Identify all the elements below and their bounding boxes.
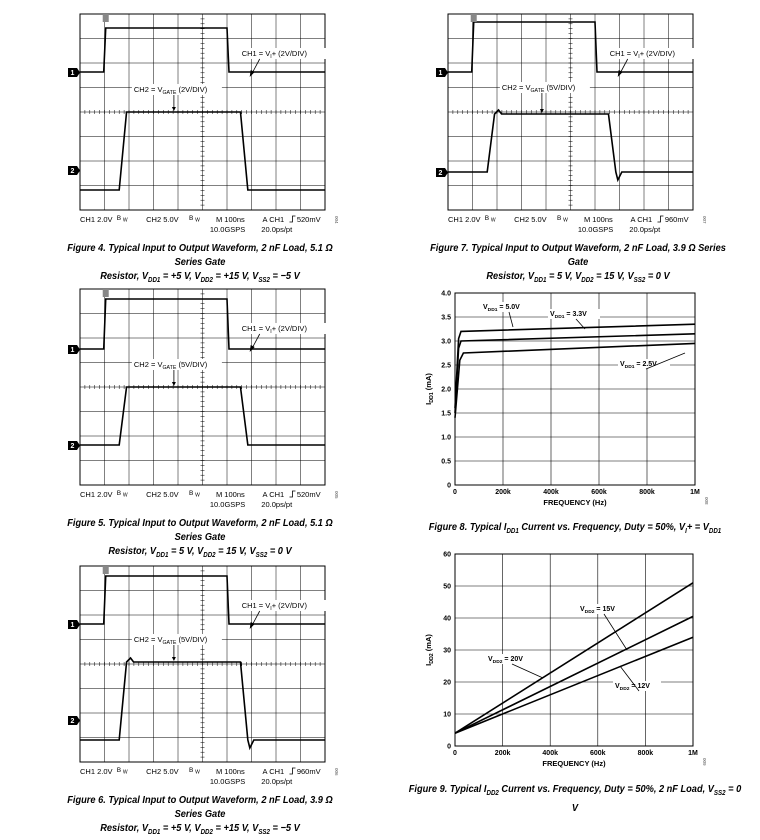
scope-figure-4	[60, 8, 340, 285]
sample-rate: 10.0GSPS	[577, 225, 614, 234]
scope-screen	[60, 8, 340, 240]
rising-edge-icon	[289, 768, 295, 774]
bw-indicator-2: B	[189, 490, 194, 497]
bw-indicator-2: B	[189, 767, 194, 774]
series-label: $V_{DD1} = 3.3V$	[550, 311, 587, 320]
record-resolution: 20.0ps/pt	[629, 225, 661, 234]
ch1-scale: CH1 2.0V	[448, 215, 481, 224]
bw-indicator-2: B	[557, 215, 562, 222]
y-tick-label: 2.0	[441, 386, 451, 394]
trigger-level: 520mV	[296, 490, 321, 499]
figure-tag: 007	[702, 216, 707, 224]
caption-line-1: Figure 8. Typical $I_{DD1}$ Current vs. Frequency, Duty = 50%, $V_I+ = V_{DD1}$	[428, 521, 722, 536]
ch1-scale: CH1 2.0V	[80, 767, 113, 776]
ch1-marker	[436, 68, 448, 77]
bw-indicator: B	[116, 767, 122, 774]
series-label: $V_{DD1} = 2.5V$	[620, 361, 657, 370]
bw-sub-2: W	[563, 217, 568, 224]
caption-line-1: Figure 7. Typical Input to Output Waveform, 2 nF Load, 3.9 Ω Series Gate	[430, 242, 726, 268]
ch2-scale: CH2 5.0V	[146, 215, 179, 224]
caption-line-2: Resistor, $V_{DD1} = 5$ V, $V_{DD2} = 15$ V, $V_{SS2} = 0$ V	[486, 270, 670, 285]
trigger-level: 960mV	[664, 215, 689, 224]
ch2-label: $CH2 = V_{GATE}$ (5V/DIV)	[133, 360, 208, 371]
x-tick-label: 200k	[494, 750, 511, 757]
bw-sub-2: W	[195, 217, 200, 224]
ch2-label: $CH2 = V_{GATE}$ (5V/DIV)	[133, 635, 208, 646]
sample-rate: 10.0GSPS	[209, 225, 246, 234]
x-tick-label: 600k	[591, 489, 607, 496]
bw-sub-2: W	[195, 492, 200, 499]
y-tick-label: 0	[447, 482, 451, 490]
y-tick-label: 10	[443, 711, 451, 719]
y-tick-label: 1.5	[441, 410, 451, 418]
x-tick-label: 800k	[639, 489, 655, 496]
y-tick-label: 0.5	[441, 458, 451, 466]
series-label: $V_{DD2} = 12V$	[615, 683, 650, 692]
record-resolution: 20.0ps/pt	[261, 225, 293, 234]
x-tick-label: 1M	[688, 750, 698, 757]
rising-edge-icon	[289, 216, 295, 222]
trigger-source: A CH1	[630, 215, 653, 224]
trigger-source: A CH1	[262, 215, 285, 224]
series-leader	[509, 312, 513, 327]
ch2-marker	[436, 168, 448, 177]
y-tick-label: 40	[443, 615, 451, 623]
ch2-marker-label: 2	[70, 718, 75, 725]
y-tick-label: 20	[443, 679, 451, 687]
x-tick-label: 400k	[543, 489, 559, 496]
ch1-label: $CH1 = V_I+ (2V/DIV)$	[241, 324, 307, 335]
sample-rate: 10.0GSPS	[209, 777, 246, 786]
trigger-source: A CH1	[262, 767, 285, 776]
y-tick-label: 1.0	[441, 434, 451, 442]
scope-screen	[60, 283, 340, 515]
trigger-level: 520mV	[296, 215, 321, 224]
ch1-label: $CH1 = V_I+ (2V/DIV)$	[241, 49, 307, 60]
ch1-marker-label: 1	[70, 622, 75, 629]
x-axis-label: FREQUENCY (Hz)	[543, 498, 607, 507]
figure-caption	[55, 793, 345, 840]
chart-figure-8	[405, 283, 745, 545]
rising-edge-icon	[289, 491, 295, 497]
series-label: $V_{DD2} = 20V$	[488, 656, 523, 665]
trigger-marker-icon	[471, 14, 477, 22]
x-tick-label: 0	[453, 750, 457, 757]
scope-grid	[80, 566, 325, 762]
series-label: $V_{DD1} = 5.0V$	[483, 304, 520, 313]
y-tick-label: 60	[443, 551, 451, 559]
ch2-marker-label: 2	[70, 168, 75, 175]
timebase: M 100ns	[215, 215, 245, 224]
xy-chart	[395, 548, 755, 773]
ch2-marker	[68, 166, 80, 175]
caption-line-2: Resistor, $V_{DD1} = +5$ V, $V_{DD2} = +15$ V, $V_{SS2} = -5$ V	[100, 270, 300, 285]
series-leader	[512, 664, 543, 678]
y-tick-label: 50	[443, 583, 451, 591]
ch1-scale: CH1 2.0V	[80, 215, 113, 224]
figure-caption	[408, 782, 742, 815]
ch2-scale: CH2 5.0V	[146, 767, 179, 776]
rising-edge-icon	[657, 216, 663, 222]
ch2-label: $CH2 = V_{GATE}$ (2V/DIV)	[133, 85, 208, 96]
ch1-marker	[68, 620, 80, 629]
timebase: M 100ns	[215, 490, 245, 499]
caption-line-1: Figure 6. Typical Input to Output Waveform, 2 nF Load, 3.9 Ω Series Gate	[67, 794, 333, 820]
figure-caption	[417, 520, 734, 539]
ch1-marker	[68, 68, 80, 77]
x-tick-label: 1M	[690, 489, 700, 496]
trigger-level: 960mV	[296, 767, 321, 776]
ch2-marker-label: 2	[438, 170, 443, 177]
record-resolution: 20.0ps/pt	[261, 777, 293, 786]
bw-sub: W	[122, 492, 128, 499]
caption-line-1: Figure 5. Typical Input to Output Waveform, 2 nF Load, 5.1 Ω Series Gate	[67, 517, 333, 543]
ch2-marker	[68, 716, 80, 725]
y-axis-label: $I_{DD2}$ (mA)	[424, 634, 435, 666]
bw-indicator: B	[116, 215, 122, 222]
trigger-marker-icon	[103, 566, 109, 574]
timebase: M 100ns	[583, 215, 613, 224]
trigger-marker-icon	[103, 289, 109, 297]
ch1-label: $CH1 = V_I+ (2V/DIV)$	[241, 601, 307, 612]
x-tick-label: 400k	[542, 750, 558, 757]
ch2-label: $CH2 = V_{GATE}$ (5V/DIV)	[501, 83, 576, 94]
ch2-scale: CH2 5.0V	[146, 490, 179, 499]
bw-sub: W	[122, 217, 128, 224]
y-tick-label: 3.0	[441, 338, 451, 346]
scope-figure-7	[428, 8, 728, 285]
figure-tag: 008	[704, 497, 709, 505]
caption-line-1: Figure 4. Typical Input to Output Waveform, 2 nF Load, 5.1 Ω Series Gate	[67, 242, 333, 268]
figure-tag: 004	[334, 216, 339, 224]
x-axis-label: FREQUENCY (Hz)	[542, 759, 606, 768]
bw-indicator-2: B	[189, 215, 194, 222]
figure-tag: 009	[702, 758, 707, 766]
ch2-scale: CH2 5.0V	[514, 215, 547, 224]
ch2-marker-label: 2	[70, 443, 75, 450]
scope-figure-5	[60, 283, 340, 560]
xy-chart	[405, 283, 745, 513]
series-label: $V_{DD2} = 15V$	[580, 606, 615, 615]
caption-line-1: Figure 9. Typical $I_{DD2}$ Current vs. Frequency, Duty = 50%, 2 nF Load, $V_{SS2} = 0$	[408, 783, 742, 798]
record-resolution: 20.0ps/pt	[261, 500, 293, 509]
figure-caption	[55, 241, 345, 288]
trigger-source: A CH1	[262, 490, 285, 499]
series-line	[455, 616, 693, 733]
figure-tag: 006	[334, 768, 339, 776]
scope-screen	[60, 560, 340, 792]
caption-line-2: V	[571, 802, 579, 815]
ch1-scale: CH1 2.0V	[80, 490, 113, 499]
sample-rate: 10.0GSPS	[209, 500, 246, 509]
trigger-marker-icon	[103, 14, 109, 22]
series-line	[455, 343, 695, 417]
timebase: M 100ns	[215, 767, 245, 776]
ch2-marker	[68, 441, 80, 450]
x-tick-label: 800k	[637, 750, 654, 757]
scope-figure-6	[60, 560, 340, 837]
chart-figure-9	[395, 548, 755, 828]
figure-tag: 005	[334, 491, 339, 499]
ch1-marker-label: 1	[70, 70, 75, 77]
figure-caption	[55, 516, 345, 563]
x-tick-label: 0	[453, 489, 457, 496]
bw-indicator: B	[484, 215, 490, 222]
figure-caption	[424, 241, 732, 288]
ch1-marker-label: 1	[70, 347, 75, 354]
bw-sub-2: W	[195, 769, 200, 776]
y-tick-label: 30	[443, 647, 451, 655]
caption-line-2: Resistor, $V_{DD1} = +5$ V, $V_{DD2} = +15$ V, $V_{SS2} = -5$ V	[100, 822, 300, 837]
y-tick-label: 4.0	[441, 290, 451, 298]
bw-sub: W	[490, 217, 496, 224]
y-tick-label: 3.5	[441, 314, 451, 322]
y-axis-label: $I_{DD1}$ (mA)	[424, 373, 435, 405]
bw-indicator: B	[116, 490, 122, 497]
caption-line-2: Resistor, $V_{DD1} = 5$ V, $V_{DD2} = 15$ V, $V_{SS2} = 0$ V	[108, 545, 292, 560]
x-tick-label: 200k	[495, 489, 511, 496]
ch1-label: $CH1 = V_I+ (2V/DIV)$	[609, 49, 675, 60]
bw-sub: W	[122, 769, 128, 776]
scope-screen	[428, 8, 728, 240]
y-tick-label: 2.5	[441, 362, 451, 370]
ch1-marker	[68, 345, 80, 354]
scope-grid	[448, 14, 693, 210]
ch1-marker-label: 1	[438, 70, 443, 77]
y-tick-label: 0	[447, 743, 451, 751]
x-tick-label: 600k	[590, 750, 606, 757]
